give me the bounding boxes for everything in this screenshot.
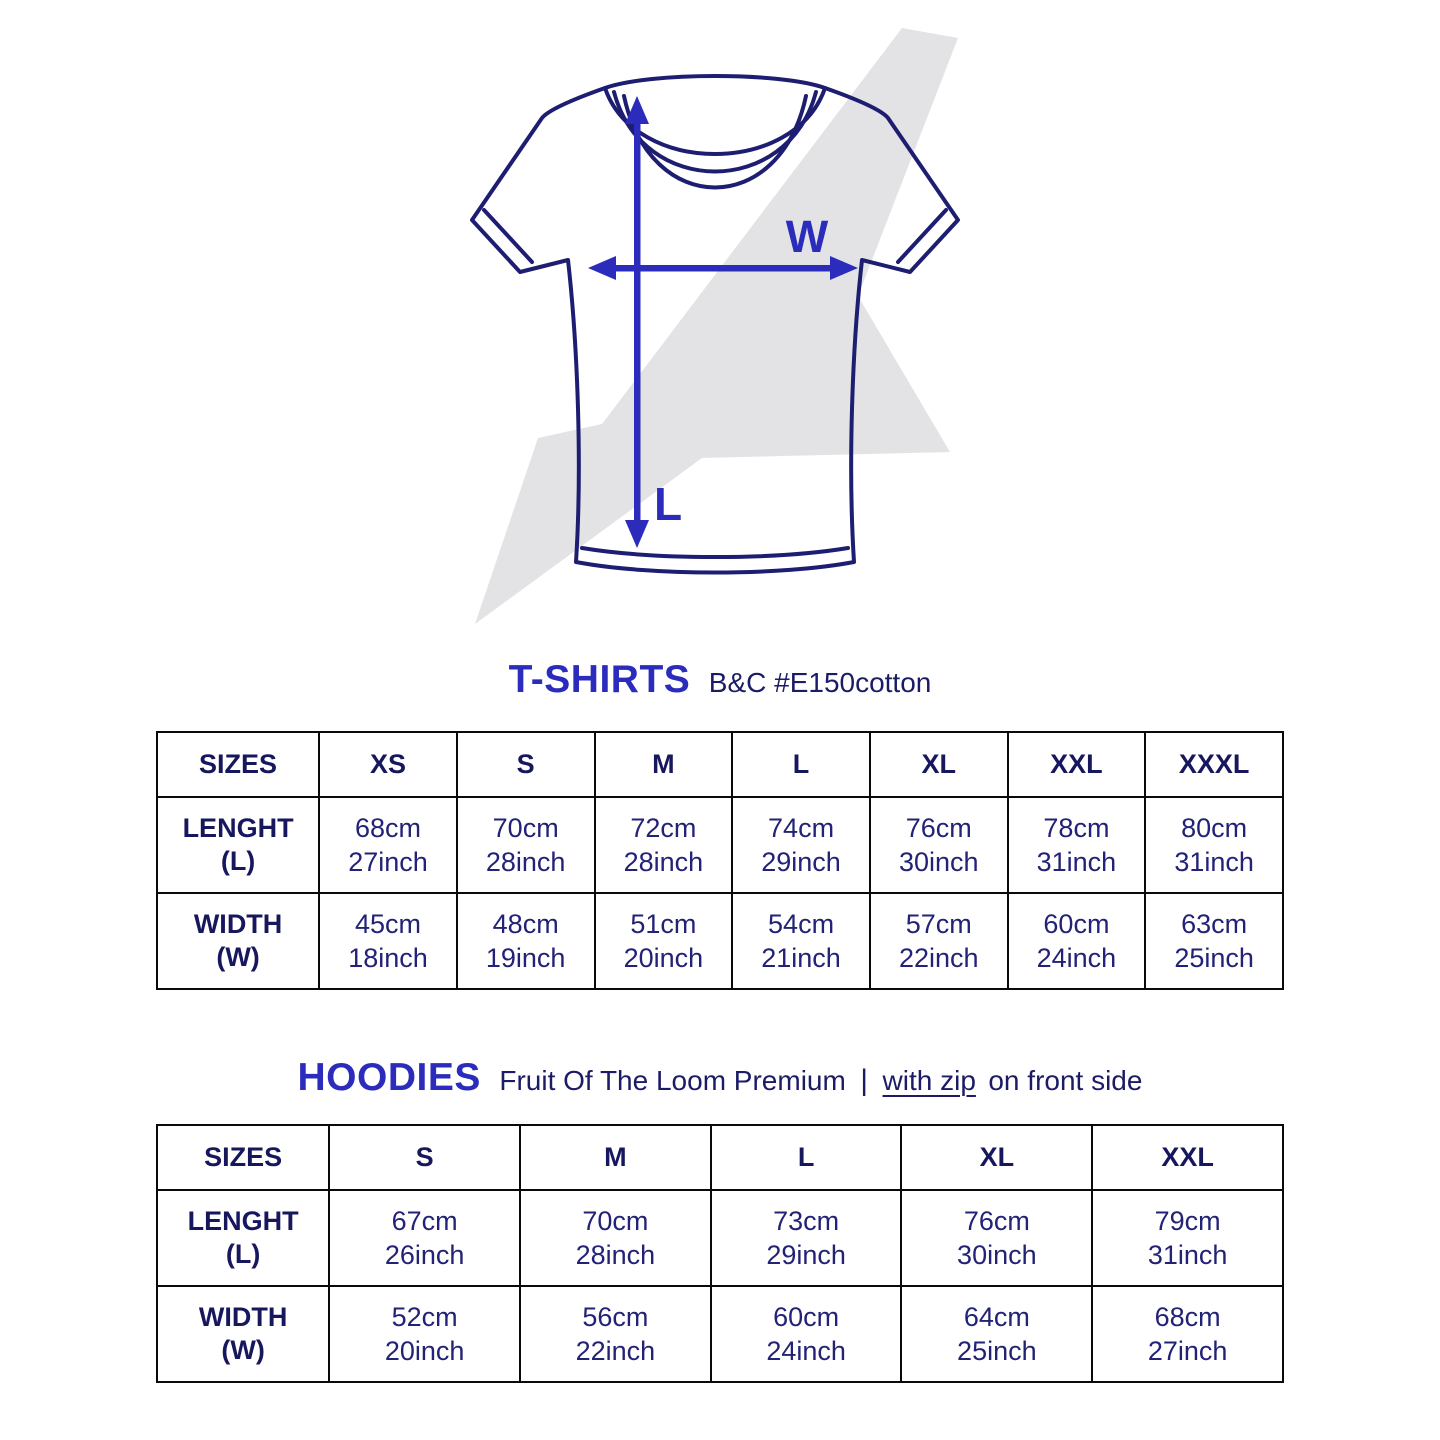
value-inch: 20inch bbox=[384, 1336, 465, 1366]
value-inch: 30inch bbox=[898, 847, 979, 877]
row-label-cell bbox=[157, 1286, 329, 1382]
value-inch: 24inch bbox=[1036, 943, 1117, 973]
measurement-cell bbox=[1008, 893, 1146, 989]
length-label: L bbox=[653, 478, 683, 530]
tshirt-diagram-svg bbox=[450, 28, 990, 628]
hoodie-subtitle-with-zip: with zip bbox=[882, 1065, 976, 1096]
row-label-line2: (L) bbox=[225, 1239, 261, 1269]
header-cell-s: S bbox=[329, 1125, 520, 1190]
hoodie-length-row bbox=[157, 1190, 1283, 1286]
header-cell-sizes: SIZES bbox=[157, 732, 319, 797]
value-cm: 64cm bbox=[963, 1302, 1030, 1332]
header-cell-sizes: SIZES bbox=[157, 1125, 329, 1190]
value-inch: 19inch bbox=[485, 943, 566, 973]
measurement-cell bbox=[732, 797, 870, 893]
value-cm: 52cm bbox=[391, 1302, 458, 1332]
measurement-cell bbox=[711, 1190, 902, 1286]
tshirt-section-title: T-SHIRTS bbox=[508, 658, 691, 701]
measurement-cell bbox=[1092, 1286, 1283, 1382]
row-label-line1: WIDTH bbox=[193, 909, 283, 939]
measurement-cell bbox=[520, 1286, 711, 1382]
value-inch: 22inch bbox=[898, 943, 979, 973]
measurement-cell bbox=[520, 1190, 711, 1286]
measurement-cell bbox=[1145, 893, 1283, 989]
hoodie-section-title: HOODIES bbox=[297, 1056, 481, 1099]
value-cm: 51cm bbox=[630, 909, 697, 939]
header-cell-xxl: XXL bbox=[1092, 1125, 1283, 1190]
hoodie-width-row bbox=[157, 1286, 1283, 1382]
header-cell-xs: XS bbox=[319, 732, 457, 797]
measurement-cell bbox=[595, 893, 733, 989]
row-label-line1: LENGHT bbox=[182, 813, 294, 843]
hoodie-table-header-row bbox=[157, 1125, 1283, 1190]
value-cm: 70cm bbox=[582, 1206, 649, 1236]
measurement-cell bbox=[595, 797, 733, 893]
value-cm: 76cm bbox=[963, 1206, 1030, 1236]
tshirt-size-table bbox=[156, 731, 1284, 990]
value-cm: 63cm bbox=[1181, 909, 1248, 939]
measurement-cell bbox=[901, 1286, 1092, 1382]
value-inch: 21inch bbox=[761, 943, 841, 973]
subtitle-separator: | bbox=[860, 1064, 869, 1097]
tshirt-width-row bbox=[157, 893, 1283, 989]
value-inch: 31inch bbox=[1174, 847, 1254, 877]
value-cm: 45cm bbox=[354, 909, 421, 939]
measurement-cell bbox=[711, 1286, 902, 1382]
hoodie-subtitle-rest: on front side bbox=[988, 1065, 1143, 1096]
header-cell-m: M bbox=[595, 732, 733, 797]
value-inch: 30inch bbox=[957, 1240, 1037, 1270]
tshirt-diagram bbox=[0, 28, 1440, 656]
value-inch: 22inch bbox=[575, 1336, 656, 1366]
value-cm: 60cm bbox=[773, 1302, 840, 1332]
measurement-cell bbox=[870, 797, 1008, 893]
row-label-cell bbox=[157, 797, 319, 893]
width-label: W bbox=[785, 211, 829, 262]
value-cm: 56cm bbox=[582, 1302, 649, 1332]
value-inch: 31inch bbox=[1036, 847, 1117, 877]
measurement-cell bbox=[457, 797, 595, 893]
value-cm: 70cm bbox=[492, 813, 559, 843]
header-cell-xl: XL bbox=[870, 732, 1008, 797]
header-cell-xl: XL bbox=[901, 1125, 1092, 1190]
hoodie-size-table bbox=[156, 1124, 1284, 1383]
value-inch: 28inch bbox=[623, 847, 704, 877]
row-label-line2: (W) bbox=[221, 1335, 265, 1365]
value-inch: 28inch bbox=[485, 847, 566, 877]
value-inch: 28inch bbox=[575, 1240, 656, 1270]
value-cm: 78cm bbox=[1043, 813, 1110, 843]
header-cell-s: S bbox=[457, 732, 595, 797]
header-cell-m: M bbox=[520, 1125, 711, 1190]
measurement-cell bbox=[329, 1286, 520, 1382]
value-cm: 80cm bbox=[1181, 813, 1248, 843]
value-inch: 20inch bbox=[623, 943, 704, 973]
row-label-cell bbox=[157, 893, 319, 989]
measurement-cell bbox=[329, 1190, 520, 1286]
measurement-cell bbox=[457, 893, 595, 989]
header-cell-xxxl: XXXL bbox=[1145, 732, 1283, 797]
row-label-line1: LENGHT bbox=[187, 1206, 299, 1236]
value-inch: 31inch bbox=[1147, 1240, 1228, 1270]
header-cell-l: L bbox=[711, 1125, 902, 1190]
hoodie-section-subtitle: Fruit Of The Loom Premium bbox=[499, 1065, 846, 1096]
value-cm: 76cm bbox=[905, 813, 972, 843]
value-inch: 27inch bbox=[1147, 1336, 1228, 1366]
measurement-cell bbox=[870, 893, 1008, 989]
measurement-cell bbox=[732, 893, 870, 989]
measurement-cell bbox=[901, 1190, 1092, 1286]
value-cm: 68cm bbox=[1154, 1302, 1221, 1332]
value-cm: 60cm bbox=[1043, 909, 1110, 939]
value-cm: 72cm bbox=[630, 813, 697, 843]
tshirt-table-header-row bbox=[157, 732, 1283, 797]
value-inch: 26inch bbox=[384, 1240, 465, 1270]
value-inch: 25inch bbox=[1174, 943, 1254, 973]
row-label-line1: WIDTH bbox=[198, 1302, 288, 1332]
row-label-line2: (L) bbox=[220, 846, 256, 876]
measurement-cell bbox=[1008, 797, 1146, 893]
measurement-cell bbox=[1092, 1190, 1283, 1286]
measurement-cell bbox=[319, 893, 457, 989]
hoodie-section-heading bbox=[0, 1054, 1440, 1102]
value-inch: 29inch bbox=[761, 847, 841, 877]
value-cm: 54cm bbox=[768, 909, 835, 939]
measurement-cell bbox=[1145, 797, 1283, 893]
value-inch: 27inch bbox=[348, 847, 428, 877]
value-cm: 48cm bbox=[492, 909, 559, 939]
row-label-line2: (W) bbox=[216, 942, 260, 972]
tshirt-section-heading bbox=[0, 656, 1440, 704]
header-cell-l: L bbox=[732, 732, 870, 797]
value-cm: 57cm bbox=[905, 909, 972, 939]
value-inch: 29inch bbox=[766, 1240, 846, 1270]
value-cm: 79cm bbox=[1154, 1206, 1221, 1236]
value-cm: 68cm bbox=[354, 813, 421, 843]
header-cell-xxl: XXL bbox=[1008, 732, 1146, 797]
measurement-cell bbox=[319, 797, 457, 893]
value-inch: 25inch bbox=[957, 1336, 1037, 1366]
value-cm: 67cm bbox=[391, 1206, 458, 1236]
value-inch: 18inch bbox=[348, 943, 428, 973]
row-label-cell bbox=[157, 1190, 329, 1286]
value-cm: 73cm bbox=[773, 1206, 840, 1236]
value-cm: 74cm bbox=[768, 813, 835, 843]
tshirt-section-subtitle: B&C #E150cotton bbox=[708, 667, 932, 698]
value-inch: 24inch bbox=[766, 1336, 846, 1366]
tshirt-length-row bbox=[157, 797, 1283, 893]
